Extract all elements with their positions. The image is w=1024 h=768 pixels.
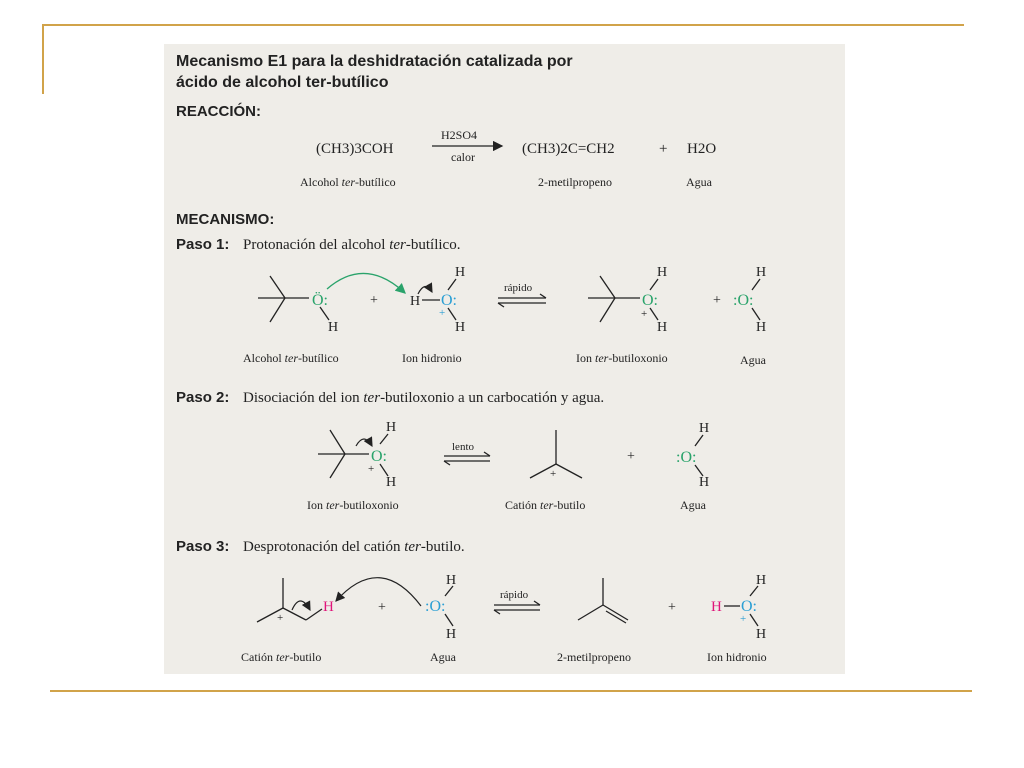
- equilibrium-arrow-paso3: [494, 589, 540, 614]
- svg-text:H: H: [455, 265, 466, 280]
- water-structure-paso3: [425, 573, 456, 642]
- paso3-label: Paso 3:: [176, 538, 230, 555]
- title-line-1: Mecanismo E1 para la deshidratación catalizada por: [176, 53, 573, 70]
- hydronium-ion-paso3-structure: [711, 573, 766, 642]
- svg-text:+: +: [668, 600, 676, 615]
- product1-formula: (CH3)2C=CH2: [522, 141, 615, 157]
- paso1-label-alcohol: Alcohol ter-butílico: [243, 351, 339, 365]
- svg-text:H: H: [699, 475, 710, 490]
- hydronium-ion-structure: [410, 265, 465, 335]
- svg-text:O:: O:: [741, 598, 757, 615]
- title-line-2: ácido de alcohol ter-butílico: [176, 74, 389, 91]
- svg-text:H: H: [386, 475, 397, 490]
- svg-text:H: H: [756, 627, 767, 642]
- svg-text:+: +: [378, 600, 386, 615]
- paso3-label-hidronio: Ion hidronio: [707, 650, 767, 664]
- tert-butyl-alcohol-structure: [258, 276, 338, 335]
- svg-text:+: +: [439, 307, 446, 319]
- svg-text:H: H: [756, 320, 767, 335]
- svg-text:H: H: [386, 420, 397, 435]
- paso3-label-metilpropeno: 2-metilpropeno: [557, 650, 631, 664]
- tert-butyloxonium-paso2-structure: [318, 420, 396, 490]
- water-structure-paso2: [676, 421, 709, 490]
- paso2-label-cation: Catión ter-butilo: [505, 498, 586, 512]
- svg-text:+: +: [740, 613, 747, 625]
- reactant-formula: (CH3)3COH: [316, 141, 394, 157]
- svg-text:rápido: rápido: [504, 282, 533, 294]
- paso1-label: Paso 1:: [176, 236, 230, 253]
- equilibrium-arrow-paso2: [444, 441, 490, 465]
- tert-butyloxonium-structure: [588, 265, 667, 335]
- svg-text:+: +: [550, 468, 557, 480]
- svg-text:H: H: [410, 294, 421, 309]
- paso1-label-oxonio: Ion ter-butiloxonio: [576, 351, 668, 365]
- product1-label: 2-metilpropeno: [538, 175, 612, 189]
- paso2-label-oxonio: Ion ter-butiloxonio: [307, 498, 399, 512]
- reagent-bottom: calor: [451, 150, 475, 164]
- paso1-description: Protonación del alcohol ter-butílico.: [243, 237, 461, 253]
- svg-text:+: +: [627, 449, 635, 464]
- svg-text:rápido: rápido: [500, 589, 529, 601]
- reagent-top: H2SO4: [441, 128, 478, 142]
- equilibrium-arrow-paso1: [498, 282, 546, 307]
- svg-text:lento: lento: [452, 441, 474, 453]
- reactant-label: Alcohol ter-butílico: [300, 175, 396, 189]
- svg-text:H: H: [328, 320, 339, 335]
- svg-text:O:: O:: [642, 292, 658, 309]
- svg-text:H: H: [756, 573, 767, 588]
- svg-text::O:: :O:: [733, 292, 754, 309]
- mecanismo-heading: MECANISMO:: [176, 211, 275, 228]
- paso3-label-agua: Agua: [430, 650, 456, 664]
- plus-sign: +: [370, 293, 378, 308]
- paso1-label-hidronio: Ion hidronio: [402, 351, 462, 365]
- svg-text:H: H: [446, 573, 457, 588]
- svg-text:H: H: [756, 265, 767, 280]
- paso1-label-agua: Agua: [740, 353, 766, 367]
- reaccion-heading: REACCIÓN:: [176, 103, 261, 120]
- svg-text:H: H: [657, 265, 668, 280]
- svg-text::O:: :O:: [676, 449, 697, 466]
- paso3-label-cation: Catión ter-butilo: [241, 650, 322, 664]
- svg-text:H: H: [711, 599, 722, 615]
- svg-text:H: H: [455, 320, 466, 335]
- paso3-description: Desprotonación del catión ter-butilo.: [243, 539, 465, 555]
- svg-text:O:: O:: [371, 448, 387, 465]
- product2-label: Agua: [686, 175, 712, 189]
- svg-text:+: +: [641, 308, 648, 320]
- paso2-description: Disociación del ion ter-butiloxonio a un carbocatión y agua.: [243, 390, 605, 406]
- svg-text::O:: :O:: [425, 598, 446, 615]
- svg-text:Ö:: Ö:: [312, 292, 328, 309]
- water-structure-paso1: [733, 265, 766, 335]
- 2-methylpropene-structure: [578, 578, 628, 623]
- svg-text:+: +: [713, 293, 721, 308]
- paso2-label: Paso 2:: [176, 389, 230, 406]
- svg-text:H: H: [657, 320, 668, 335]
- svg-text:H: H: [446, 627, 457, 642]
- tert-butyl-cation-structure: [530, 430, 582, 480]
- svg-text:O:: O:: [441, 292, 457, 309]
- svg-text:+: +: [277, 612, 284, 624]
- svg-text:+: +: [368, 463, 375, 475]
- green-curved-arrow: [327, 273, 405, 293]
- paso2-label-agua: Agua: [680, 498, 706, 512]
- svg-text:H: H: [323, 599, 334, 615]
- product2-formula: H2O: [687, 141, 717, 157]
- svg-text:H: H: [699, 421, 710, 436]
- tert-butyl-cation-paso3-structure: [257, 578, 334, 624]
- reaction-plus: +: [659, 141, 668, 157]
